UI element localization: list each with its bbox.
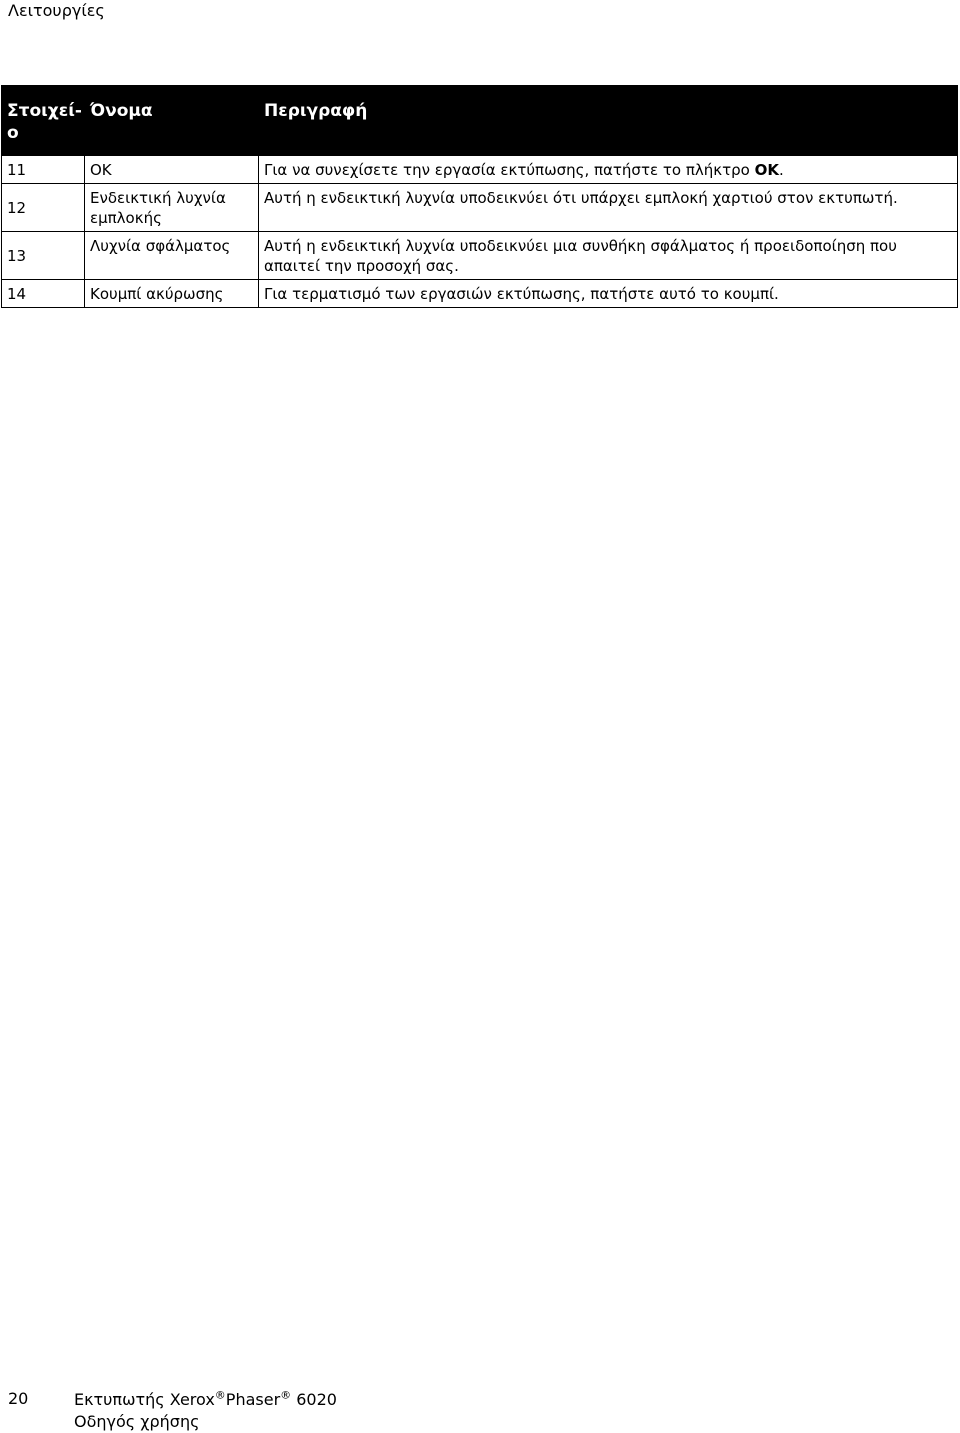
item-number: 11	[2, 156, 85, 184]
column-header-item: Στοιχείo	[2, 86, 85, 156]
table-row	[2, 156, 958, 184]
item-description: Για τερματισμό των εργασιών εκτύπωσης, πατήστε αυτό το κουμπί.	[259, 280, 958, 308]
description-end: .	[778, 161, 784, 179]
description-text: Για να συνεχίσετε την εργασία εκτύπωσης, πατήστε το πλήκτρο	[264, 161, 755, 179]
item-name: Λυχνία σφάλματος	[85, 232, 259, 280]
registered-mark: ®	[280, 1388, 292, 1402]
items-table	[1, 85, 958, 308]
column-header-name: Όνομα	[85, 86, 259, 156]
page-number: 20	[8, 1389, 29, 1408]
product-model: 6020	[296, 1390, 337, 1409]
item-name: Κουμπί ακύρωσης	[85, 280, 259, 308]
registered-mark: ®	[214, 1388, 226, 1402]
column-header-description: Περιγραφή	[259, 86, 958, 156]
item-number: 12	[2, 184, 85, 232]
product-title	[74, 1389, 337, 1411]
item-description: Αυτή η ενδεικτική λυχνία υποδεικνύει μια συνθήκη σφάλματος ή προειδοποίηση που απαιτεί την προσοχή σας.	[259, 232, 958, 280]
product-series: Phaser	[225, 1390, 281, 1409]
table-row	[2, 184, 958, 232]
description-bold-key: OK	[754, 161, 779, 179]
item-number: 13	[2, 232, 85, 280]
item-name: Ενδεικτική λυχνία εμπλοκής	[85, 184, 259, 232]
product-brand: Εκτυπωτής Xerox	[74, 1390, 215, 1409]
item-description: Αυτή η ενδεικτική λυχνία υποδεικνύει ότι υπάρχει εμπλοκή χαρτιού στον εκτυπωτή.	[259, 184, 958, 232]
footer-product	[74, 1389, 337, 1433]
item-description	[259, 156, 958, 184]
section-header: Λειτουργίες	[8, 1, 105, 20]
table-row	[2, 232, 958, 280]
item-number: 14	[2, 280, 85, 308]
document-subtitle: Οδηγός χρήσης	[74, 1412, 200, 1431]
table-header-row	[2, 86, 958, 156]
table-row	[2, 280, 958, 308]
item-name: OK	[85, 156, 259, 184]
